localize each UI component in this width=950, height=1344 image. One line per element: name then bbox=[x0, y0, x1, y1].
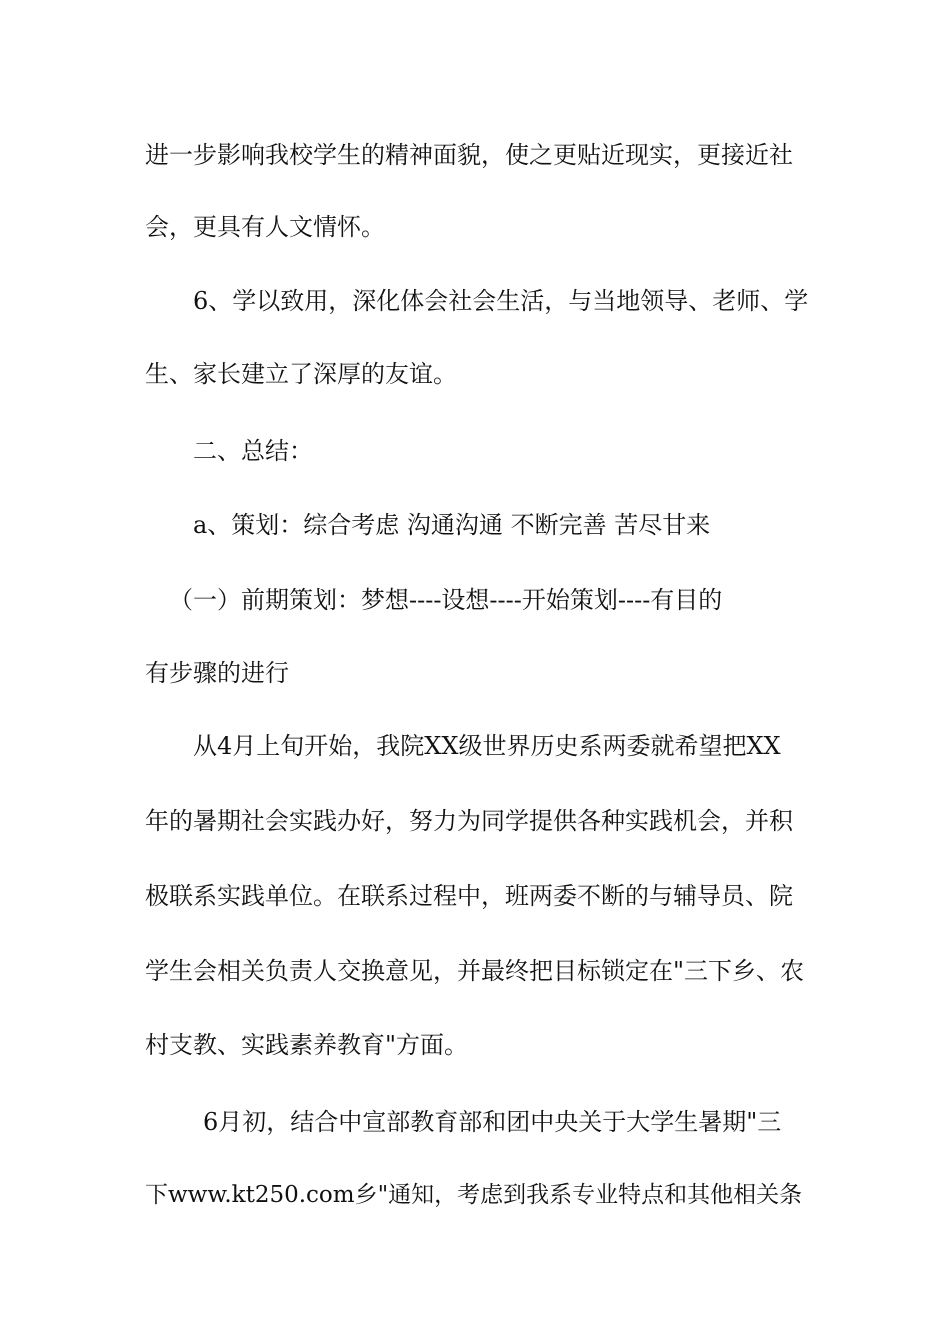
text-line-9: 从4月上旬开始，我院XX级世界历史系两委就希望把XX bbox=[193, 732, 781, 760]
text-line-8: 有步骤的进行 bbox=[145, 659, 289, 687]
text-line-2: 会，更具有人文情怀。 bbox=[145, 213, 385, 241]
text-line-14: 6月初，结合中宣部教育部和团中央关于大学生暑期"三 bbox=[203, 1108, 782, 1136]
text-line-12: 学生会相关负责人交换意见，并最终把目标锁定在"三下乡、农 bbox=[145, 957, 805, 985]
section-heading-summary: 二、总结： bbox=[193, 437, 313, 465]
text-line-15: 下www.kt250.com乡"通知，考虑到我系专业特点和其他相关条 bbox=[145, 1182, 803, 1208]
text-line-13: 村支教、实践素养教育"方面。 bbox=[145, 1031, 469, 1059]
text-line-1: 进一步影响我校学生的精神面貌，使之更贴近现实，更接近社 bbox=[145, 141, 793, 169]
subheading-early-planning: （一）前期策划：梦想----设想----开始策划----有目的 bbox=[169, 586, 723, 614]
text-line-3: 6、学以致用，深化体会社会生活，与当地领导、老师、学 bbox=[193, 287, 809, 315]
text-line-6: a、策划：综合考虑 沟通沟通 不断完善 苦尽甘来 bbox=[193, 511, 711, 539]
text-line-11: 极联系实践单位。在联系过程中，班两委不断的与辅导员、院 bbox=[145, 882, 793, 910]
text-line-4: 生、家长建立了深厚的友谊。 bbox=[145, 360, 457, 388]
text-line-10: 年的暑期社会实践办好，努力为同学提供各种实践机会，并积 bbox=[145, 807, 793, 835]
